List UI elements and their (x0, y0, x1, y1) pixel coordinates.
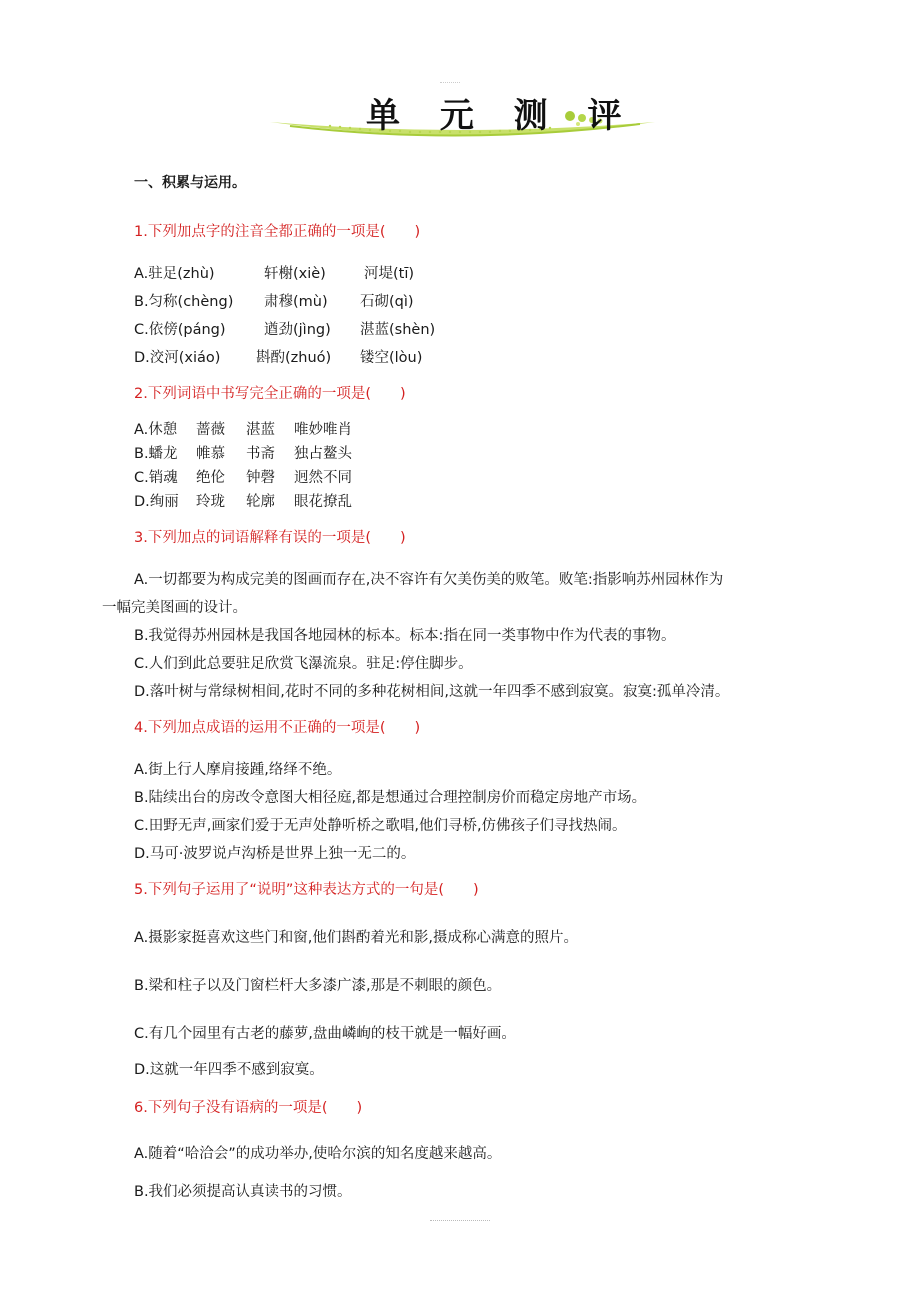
question-3-option-a: A.一切都要为构成完美的图画而存在,决不容许有欠美伤美的败笔。败笔:指影响苏州园林作为 (134, 572, 724, 588)
question-6-stem: 6.下列句子没有语病的一项是( ) (134, 1100, 363, 1116)
question-1-stem: 1.下列加点字的注音全都正确的一项是( ) (134, 224, 421, 240)
question-3-option-c: C.人们到此总要驻足欣赏飞瀑流泉。驻足:停住脚步。 (134, 656, 473, 672)
question-4-option-c: C.田野无声,画家们爱于无声处静听桥之歌唱,他们寻桥,仿佛孩子们寻找热闹。 (134, 818, 627, 834)
question-2-stem: 2.下列词语中书写完全正确的一项是( ) (134, 386, 406, 402)
question-3-option-b: B.我觉得苏州园林是我国各地园林的标本。标本:指在同一类事物中作为代表的事物。 (134, 628, 676, 644)
question-5-option-d: D.这就一年四季不感到寂寞。 (134, 1062, 324, 1078)
question-6-option-a: A.随着“哈洽会”的成功举办,使哈尔滨的知名度越来越高。 (134, 1146, 502, 1162)
question-4-option-b: B.陆续出台的房改令意图大相径庭,都是想通过合理控制房价而稳定房地产市场。 (134, 790, 647, 806)
question-5-option-a: A.摄影家挺喜欢这些门和窗,他们斟酌着光和影,摄成称心满意的照片。 (134, 930, 578, 946)
question-3-option-d: D.落叶树与常绿树相间,花时不同的多种花树相间,这就一年四季不感到寂寞。寂寞:孤单冷清。 (134, 684, 730, 700)
footer-dotted-mark (430, 1220, 490, 1223)
question-5-option-c: C.有几个园里有古老的藤萝,盘曲嶙峋的枝干就是一幅好画。 (134, 1026, 516, 1042)
question-4-option-d: D.马可·波罗说卢沟桥是世界上独一无二的。 (134, 846, 416, 862)
question-5-stem: 5.下列句子运用了“说明”这种表达方式的一句是( ) (134, 882, 479, 898)
section-heading: 一、积累与运用。 (134, 175, 246, 191)
top-dotted-mark (440, 82, 460, 83)
page-title: 单 元 测 评 (366, 96, 636, 136)
question-4-option-a: A.街上行人摩肩接踵,络绎不绝。 (134, 762, 342, 778)
question-4-stem: 4.下列加点成语的运用不正确的一项是( ) (134, 720, 421, 736)
question-3-stem: 3.下列加点的词语解释有误的一项是( ) (134, 530, 406, 546)
question-5-option-b: B.梁和柱子以及门窗栏杆大多漆广漆,那是不刺眼的颜色。 (134, 978, 502, 994)
question-6-option-b: B.我们必须提高认真读书的习惯。 (134, 1184, 352, 1200)
question-3-option-a-cont: 一幅完美图画的设计。 (102, 600, 247, 616)
